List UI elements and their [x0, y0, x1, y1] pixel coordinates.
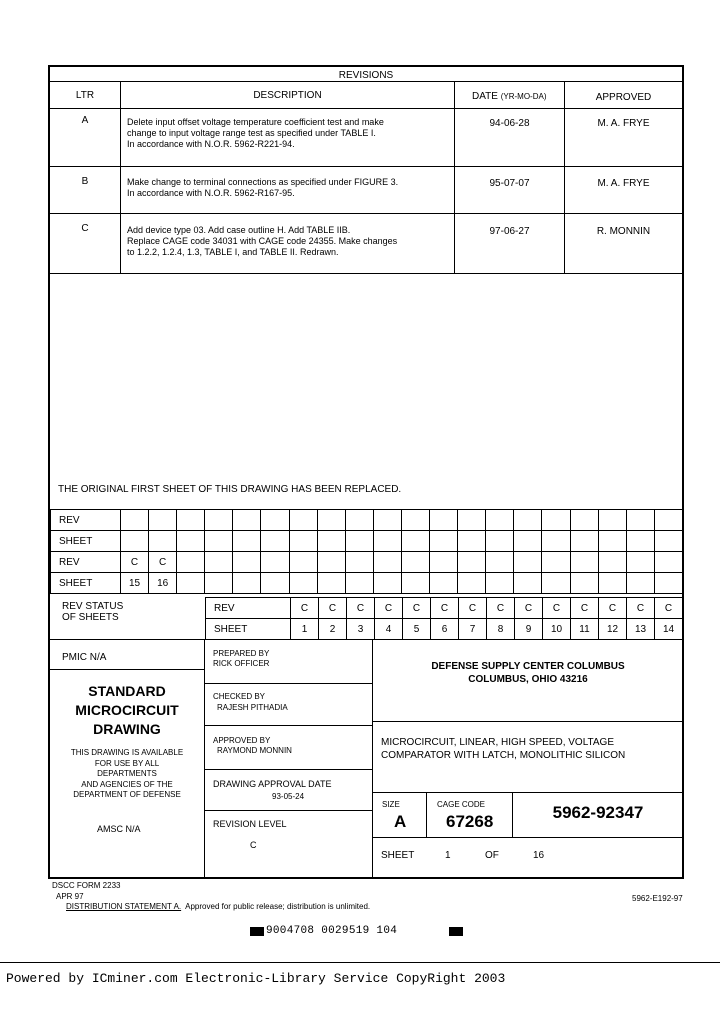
form-number: DSCC FORM 2233: [52, 881, 121, 890]
rev-row-c-description: Add device type 03. Add case outline H. Add TABLE IIB. Replace CAGE code 34031 with CAGE code 24355. Make changes to 1.2.2, 1.2.4, 1.3, TABLE I, and TABLE II. Redrawn.: [127, 225, 398, 257]
rev-row-a-approved: M. A. FRYE: [597, 118, 650, 129]
checked-by-label: CHECKED BY: [213, 692, 266, 701]
header-date: DATE (YR-MO-DA): [472, 91, 547, 102]
outer-border-top: [48, 65, 684, 67]
rev-row-c-approved: R. MONNIN: [596, 226, 651, 237]
revision-level-value: C: [250, 840, 257, 850]
prepared-by-label: PREPARED BY: [213, 649, 270, 658]
header-description: DESCRIPTION: [253, 90, 322, 101]
barcode-bar-right: [449, 927, 463, 936]
size-value: A: [394, 812, 407, 831]
rev-row-b-date: 95-07-07: [489, 178, 530, 189]
sheet-line-number: 1: [445, 850, 451, 861]
rev-row-b-ltr: B: [81, 176, 89, 187]
drawing-number: 5962-92347: [552, 803, 644, 822]
upper-rev-sheet-grid: REV SHEET REV C C SHEET 15 16: [50, 509, 683, 594]
approved-by-label: APPROVED BY: [213, 736, 271, 745]
cage-code-value: 67268: [446, 812, 494, 831]
rev-row-a-description: Delete input offset voltage temperature coefficient test and make change to input voltage range test as specified under TABLE I. In accordance with N.O.R. 5962-R221-94.: [127, 117, 384, 149]
distribution-statement: DISTRIBUTION STATEMENT A. Approved for public release; distribution is unlimited.: [66, 902, 371, 911]
barcode-bar-left: [250, 927, 264, 936]
size-label: SIZE: [382, 800, 400, 809]
barcode-text: 9004708 0029519 104: [266, 925, 398, 937]
rev-row-b-approved: M. A. FRYE: [597, 178, 650, 189]
sheet-line-label: SHEET: [381, 850, 415, 861]
rev-row-c-date: 97-06-27: [489, 226, 530, 237]
revision-level-label: REVISION LEVEL: [213, 819, 287, 829]
agency-name: DEFENSE SUPPLY CENTER COLUMBUS COLUMBUS, OHIO 43216: [431, 661, 625, 685]
approval-date-value: 93-05-24: [272, 792, 305, 801]
header-ltr: LTR: [75, 90, 95, 101]
rev-row-c-ltr: C: [81, 223, 89, 234]
approval-date-label: DRAWING APPROVAL DATE: [213, 779, 332, 789]
amsc: AMSC N/A: [97, 824, 141, 834]
availability-note: THIS DRAWING IS AVAILABLE FOR USE BY ALL DEPARTMENTS AND AGENCIES OF THE DEPARTMENT OF DEFENSE: [70, 748, 184, 799]
rev-row-a-date: 94-06-28: [489, 118, 530, 129]
form-code: 5962-E192-97: [632, 894, 683, 903]
form-date: APR 97: [56, 892, 84, 901]
replaced-note: THE ORIGINAL FIRST SHEET OF THIS DRAWING HAS BEEN REPLACED.: [58, 484, 402, 495]
sheet-line-of: OF: [485, 850, 499, 861]
standard-title: STANDARD MICROCIRCUIT DRAWING: [75, 683, 179, 737]
rev-row-b-description: Make change to terminal connections as specified under FIGURE 3. In accordance with N.O.R. 5962-R167-95.: [127, 177, 399, 198]
footer-credit: Powered by ICminer.com Electronic-Library Service CopyRight 2003: [6, 971, 506, 986]
checked-by-name: RAJESH PITHADIA: [217, 703, 288, 712]
title-block-description: MICROCIRCUIT, LINEAR, HIGH SPEED, VOLTAGE COMPARATOR WITH LATCH, MONOLITHIC SILICON: [381, 737, 626, 761]
sheet-line-total: 16: [533, 850, 545, 861]
rev-row-a-ltr: A: [81, 115, 89, 126]
rev-status-label: REV STATUS OF SHEETS: [62, 601, 124, 623]
rev-status-grid: REV C C C C C C C C C C C C C C SHEET 1 2 3 4 5 6 7 8 9 10 11 12 13 14: [205, 597, 683, 640]
pmic: PMIC N/A: [62, 652, 107, 663]
header-approved: APPROVED: [595, 92, 652, 103]
approved-by-name: RAYMOND MONNIN: [217, 746, 292, 755]
prepared-by-name: RICK OFFICER: [213, 659, 270, 668]
cage-code-label: CAGE CODE: [437, 800, 486, 809]
footer-divider: [0, 962, 720, 963]
revisions-title: REVISIONS: [338, 70, 394, 81]
